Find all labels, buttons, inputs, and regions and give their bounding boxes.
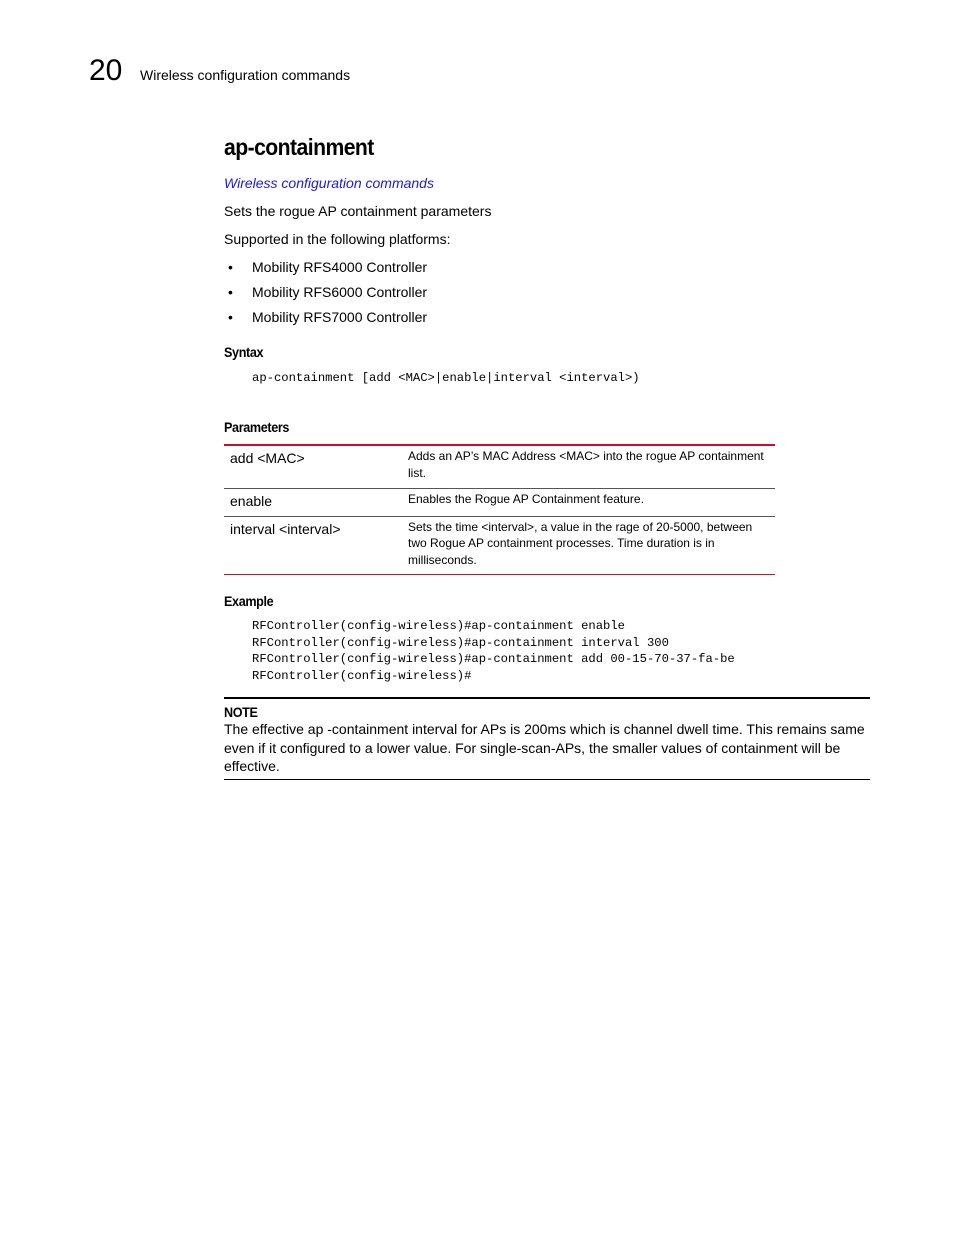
param-name: add <MAC> bbox=[230, 450, 305, 466]
param-name: enable bbox=[230, 492, 273, 509]
list-item bbox=[224, 283, 427, 308]
platform-list bbox=[224, 258, 427, 333]
parameters-heading: Parameters bbox=[224, 419, 290, 435]
code-line: RFController(config-wireless)#ap-containment enable bbox=[252, 619, 625, 633]
bullet-icon: • bbox=[228, 259, 233, 275]
chapter-number: 20 bbox=[89, 54, 123, 87]
bullet-icon: • bbox=[228, 309, 233, 325]
param-name: interval <interval> bbox=[230, 520, 341, 537]
platform-label: Mobility RFS6000 Controller bbox=[252, 284, 428, 300]
example-code bbox=[252, 618, 735, 684]
parameters-table bbox=[224, 444, 775, 575]
note-text: The effective ap -containment interval for APs is 200ms which is channel dwell time. This remains same even if it configured to a lower value. For single-scan-APs, the smaller values of containment will be effective. bbox=[224, 721, 865, 775]
platform-label: Mobility RFS7000 Controller bbox=[252, 309, 428, 325]
param-description: Adds an AP’s MAC Address <MAC> into the rogue AP containment list. bbox=[408, 449, 764, 480]
note-bottom-rule bbox=[224, 779, 870, 780]
syntax-heading: Syntax bbox=[224, 344, 264, 360]
section-description: Sets the rogue AP containment parameters bbox=[224, 203, 492, 219]
parent-section-link[interactable]: Wireless configuration commands bbox=[224, 175, 434, 191]
platform-label: Mobility RFS4000 Controller bbox=[252, 259, 428, 275]
code-line: RFController(config-wireless)#ap-containment add 00-15-70-37-fa-be bbox=[252, 652, 735, 666]
param-description: Enables the Rogue AP Containment feature. bbox=[408, 491, 644, 506]
syntax-command: ap-containment [add <MAC>|enable|interval <interval>) bbox=[252, 371, 640, 385]
platforms-intro: Supported in the following platforms: bbox=[224, 231, 451, 247]
note-label: NOTE bbox=[224, 704, 258, 720]
list-item bbox=[224, 308, 427, 333]
section-title: ap-containment bbox=[224, 134, 374, 160]
code-line: RFController(config-wireless)#ap-containment interval 300 bbox=[252, 635, 669, 650]
table-row bbox=[224, 488, 775, 516]
code-line: RFController(config-wireless)# bbox=[252, 668, 472, 683]
bullet-icon: • bbox=[228, 284, 233, 300]
chapter-title: Wireless configuration commands bbox=[140, 67, 351, 83]
table-row bbox=[224, 445, 775, 488]
example-heading: Example bbox=[224, 593, 274, 609]
param-description: Sets the time <interval>, a value in the rage of 20-5000, between two Rogue AP containment processes. Time duration is in milliseconds. bbox=[408, 519, 753, 567]
note-top-rule bbox=[224, 697, 870, 699]
table-row bbox=[224, 516, 775, 575]
list-item bbox=[224, 258, 427, 283]
